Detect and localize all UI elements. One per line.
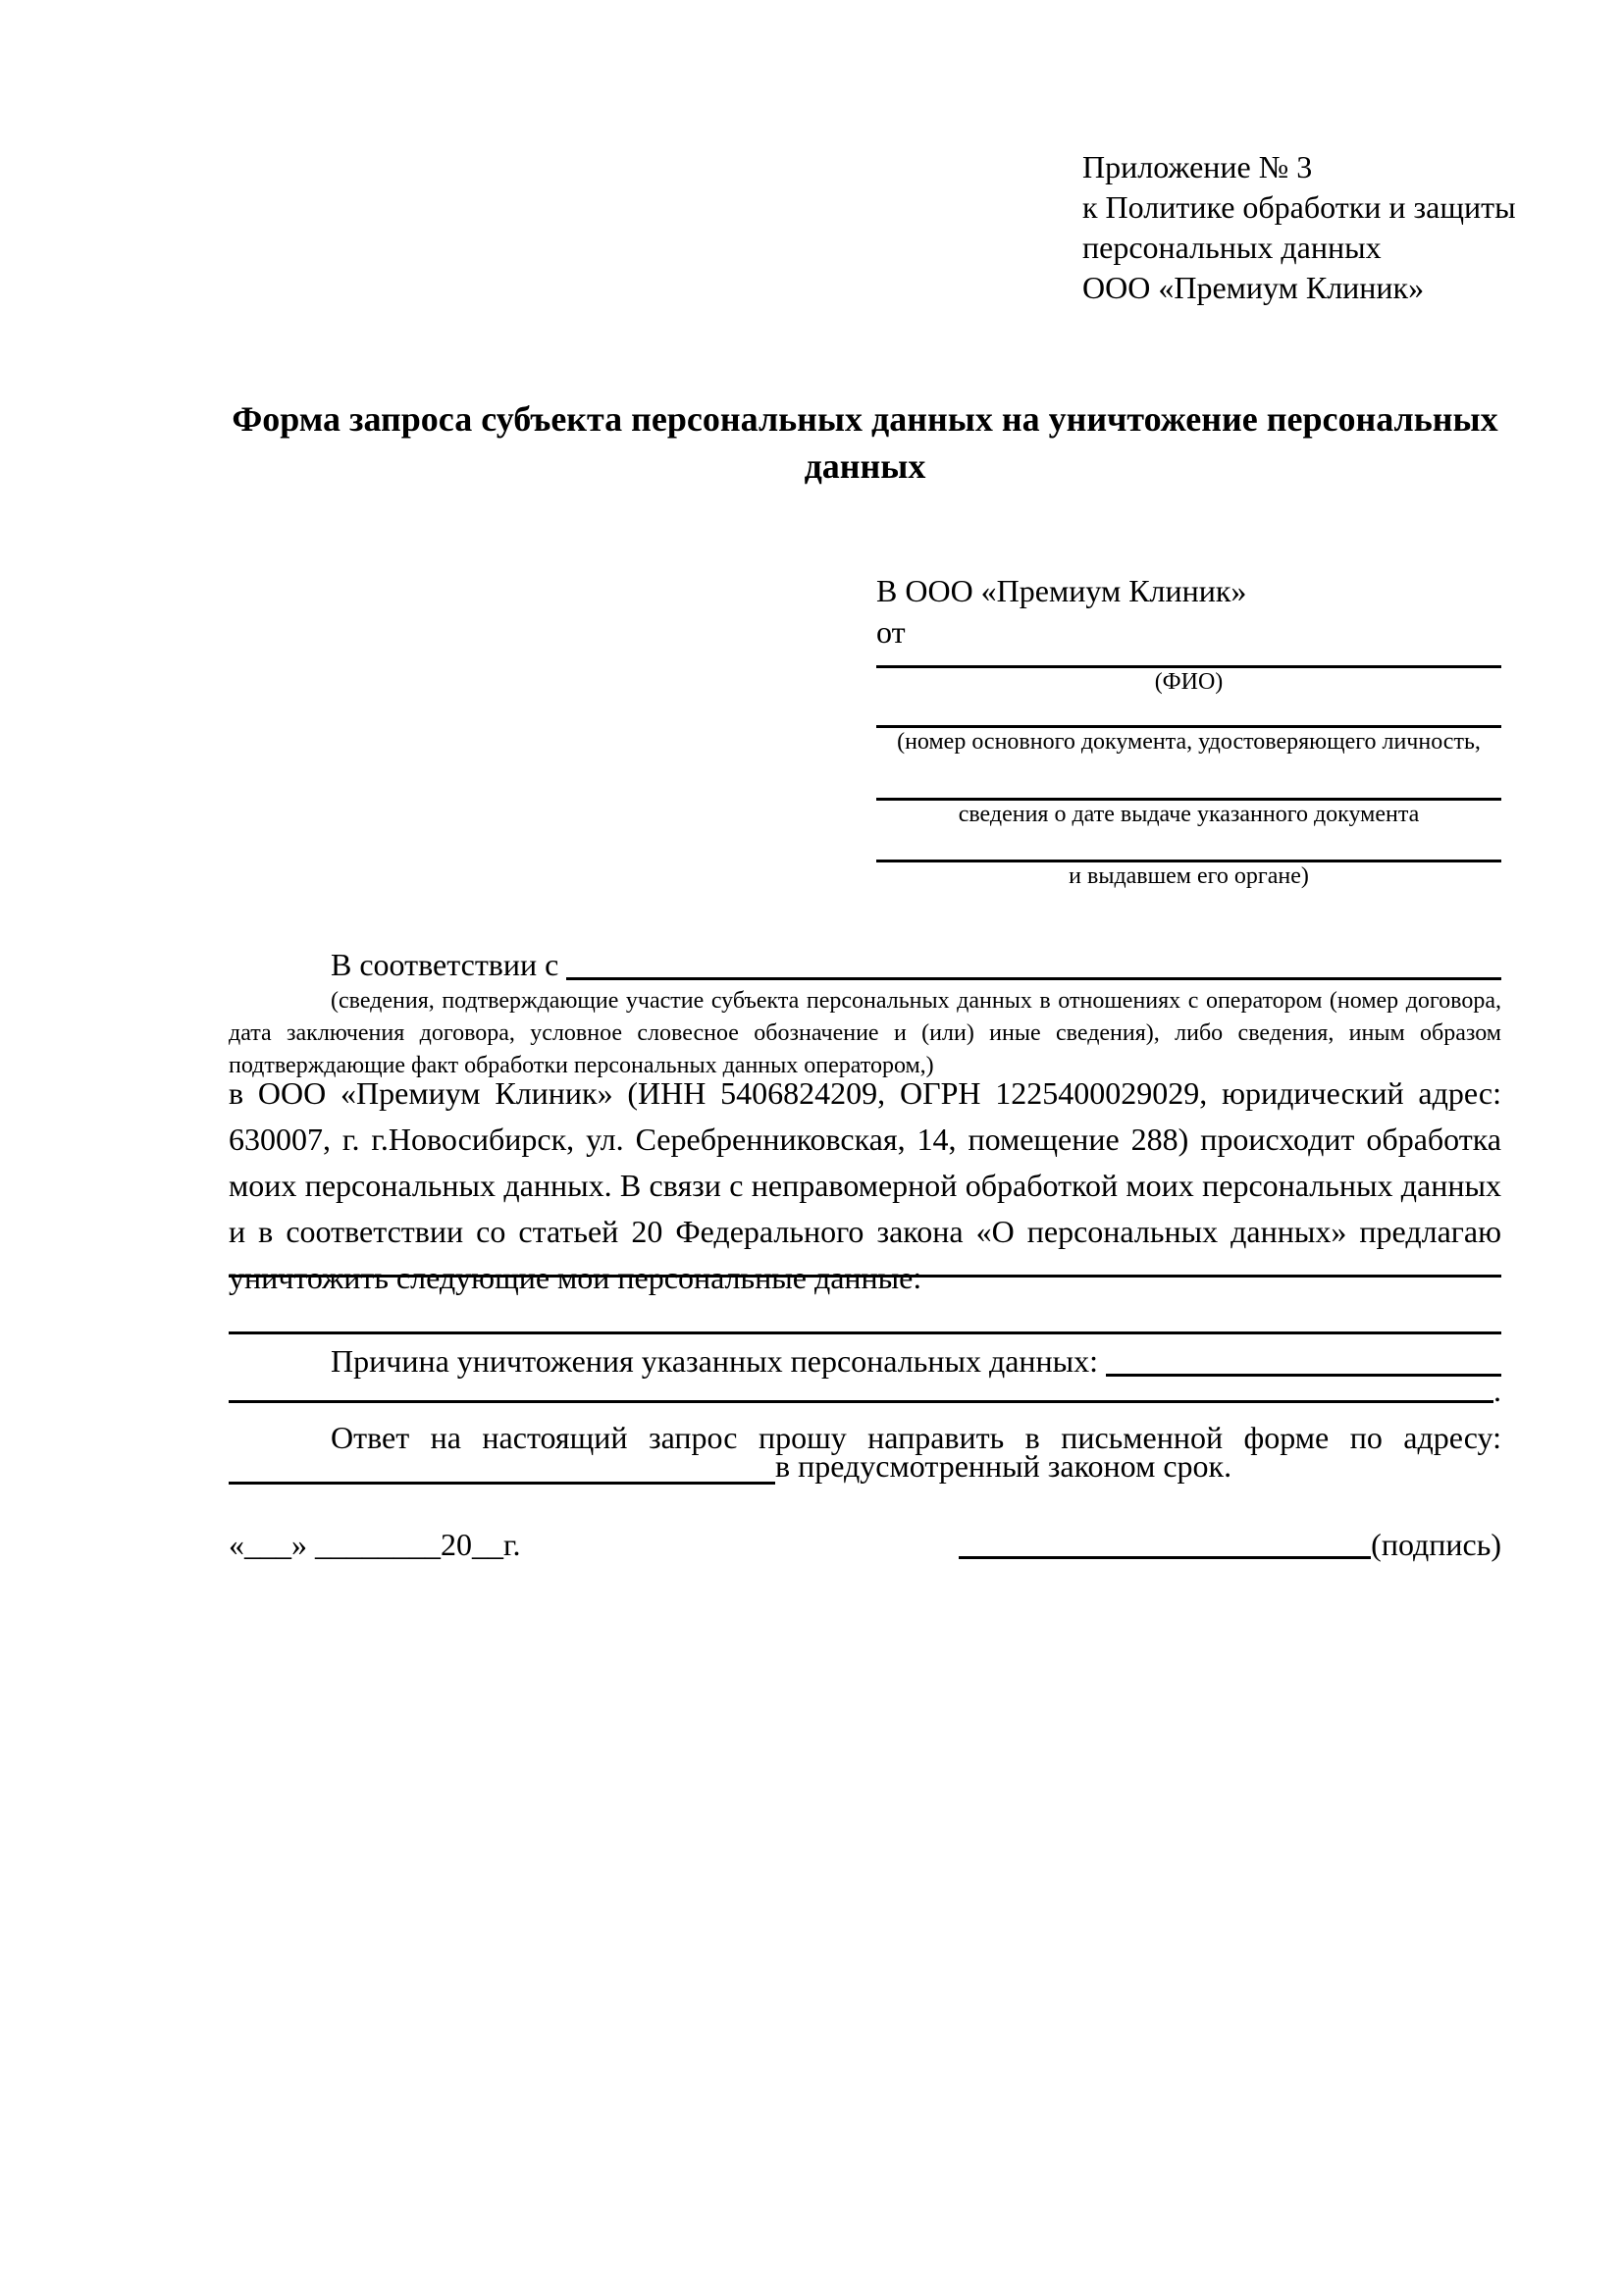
recipient-block (876, 570, 1501, 890)
accordance-note: (сведения, подтверждающие участие субъекта персональных данных в отношениях с оператором (номер договора, дата заключения договора, условное словесное обозначение и (или) иные сведения), либо сведения, иным образом подтверждающие факт обработки персональных данных оператором,) (229, 988, 1501, 1078)
document-number-blank-line (876, 696, 1501, 728)
reason-blank-line-2-rule (229, 1400, 1493, 1403)
issue-date-blank-line (876, 756, 1501, 801)
personal-data-blank-line-1 (229, 1275, 1501, 1278)
appendix-header-line: Приложение № 3 (1082, 149, 1313, 184)
accordance-blank-line (566, 944, 1501, 980)
signature-blank-line (959, 1556, 1371, 1559)
fio-blank-line (876, 652, 1501, 668)
personal-data-blank-line-2 (229, 1331, 1501, 1334)
recipient-to: В ООО «Премиум Клиник» (876, 573, 1247, 608)
fio-caption: (ФИО) (1154, 669, 1224, 695)
issue-date-caption: сведения о дате выдаче указанного документа (958, 802, 1420, 827)
document-number-caption: (номер основного документа, удостоверяющего личность, (897, 729, 1481, 755)
accordance-row (229, 944, 1501, 985)
recipient-from-label: от (876, 614, 906, 650)
appendix-header-line: ООО «Премиум Клиник» (1082, 270, 1425, 305)
response-suffix: в предусмотренный законом срок. (775, 1448, 1232, 1484)
reason-end-mark: . (1493, 1373, 1501, 1408)
address-blank-line (229, 1450, 775, 1485)
reason-blank-line (1106, 1340, 1501, 1377)
document-title: Форма запроса субъекта персональных данных на уничтожение персональных данных (232, 399, 1498, 486)
appendix-header-line: к Политике обработки и защиты (1082, 189, 1516, 225)
address-row (229, 1450, 1501, 1485)
signature-caption: (подпись) (1371, 1527, 1501, 1562)
appendix-header (1082, 147, 1514, 308)
main-paragraph: в ООО «Премиум Клиник» (ИНН 5406824209, ОГРН 1225400029029, юридический адрес: 630007, г. г.Новосибирск, ул. Серебренниковская, 14, помещение 288) происходит обработка моих персональных данных. В связи с неправомерной обработкой моих персональных данных и в соответствии со статьей 20 Федерального закона «О персональных данных» предлагаю уничтожить следующие мои персональные данные: (229, 1075, 1501, 1295)
issuing-authority-caption: и выдавшем его органе) (1069, 863, 1309, 889)
appendix-header-line: персональных данных (1082, 230, 1382, 265)
reason-blank-line-2 (229, 1373, 1501, 1408)
accordance-prefix: В соответствии с (331, 947, 559, 982)
date-line: «___» ________20__г. (229, 1527, 521, 1562)
reason-label: Причина уничтожения указанных персональных данных: (331, 1343, 1099, 1379)
issuing-authority-blank-line (876, 828, 1501, 862)
response-sentence: Ответ на настоящий запрос прошу направить в письменной форме по адресу: (331, 1420, 1501, 1455)
footer-row (229, 1524, 1501, 1565)
